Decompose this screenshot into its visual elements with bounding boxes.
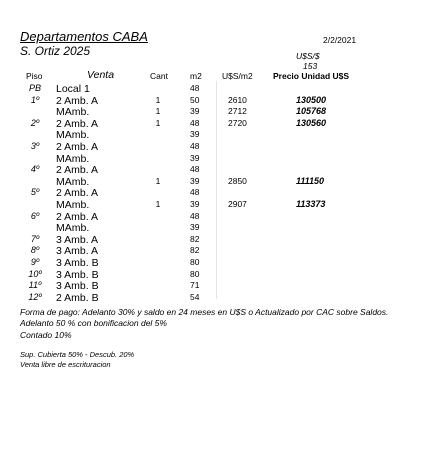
row-area: 82 bbox=[190, 245, 200, 256]
row-floor: 7º bbox=[30, 233, 40, 244]
row-unit: MAmb. bbox=[56, 106, 90, 119]
row-unit: 2 Amb. A bbox=[56, 164, 99, 177]
payment-terms-note: Forma de pago: Adelanto 30% y saldo en 24 meses en U$S o Actualizado por CAC sobre Saldos. bbox=[20, 307, 389, 317]
row-area: 48 bbox=[190, 141, 200, 151]
row-unit: 2 Amb. A bbox=[56, 117, 99, 130]
row-unit: 2 Amb. B bbox=[56, 291, 99, 304]
table-row bbox=[0, 269, 421, 281]
row-unit: MAmb. bbox=[56, 175, 90, 188]
advance-discount-note: Adelanto 50 % con bonificacion del 5% bbox=[20, 318, 167, 328]
row-price-per-m2: 2720 bbox=[228, 117, 247, 128]
row-quantity: 1 bbox=[155, 199, 161, 209]
row-floor: 9º bbox=[30, 257, 40, 267]
row-area: 50 bbox=[190, 94, 200, 105]
row-area: 80 bbox=[190, 268, 200, 279]
deed-note: Venta libre de escrituracion bbox=[20, 360, 111, 369]
column-header-venta: Venta bbox=[87, 69, 115, 81]
column-header-cant: Cant bbox=[150, 71, 168, 81]
row-area: 39 bbox=[190, 152, 200, 163]
row-area: 80 bbox=[190, 257, 200, 267]
row-unit-price: 113373 bbox=[296, 199, 326, 209]
row-unit: 2 Amb. A bbox=[56, 94, 99, 107]
row-floor: 8º bbox=[30, 245, 40, 256]
row-price-per-m2: 2610 bbox=[228, 94, 247, 105]
row-unit: 3 Amb. B bbox=[56, 257, 99, 269]
table-row bbox=[0, 222, 421, 234]
table-row bbox=[0, 106, 421, 118]
table-row bbox=[0, 141, 421, 153]
table-row bbox=[0, 257, 421, 269]
table-row bbox=[0, 176, 421, 188]
row-area: 39 bbox=[190, 106, 200, 117]
row-unit-price: 111150 bbox=[296, 175, 325, 186]
row-unit: MAmb. bbox=[56, 222, 90, 235]
table-row bbox=[0, 280, 421, 292]
cash-note: Contado 10% bbox=[20, 330, 72, 340]
column-header-precio: Precio Unidad U$S bbox=[273, 71, 350, 81]
row-area: 39 bbox=[190, 222, 200, 233]
row-area: 48 bbox=[190, 164, 200, 175]
row-unit: 3 Amb. A bbox=[56, 245, 99, 258]
row-area: 39 bbox=[190, 129, 200, 140]
row-floor: 3º bbox=[30, 141, 40, 151]
row-unit: 2 Amb. A bbox=[56, 187, 99, 200]
surface-note: Sup. Cubierta 50% - Descub. 20% bbox=[20, 350, 135, 359]
row-unit-price: 105768 bbox=[296, 106, 327, 117]
table-row bbox=[0, 118, 421, 130]
document-title: Departamentos CABA bbox=[20, 29, 148, 44]
row-unit: 2 Amb. A bbox=[56, 141, 99, 153]
row-unit-price: 130560 bbox=[296, 117, 327, 128]
table-row bbox=[0, 199, 421, 211]
row-quantity: 1 bbox=[155, 175, 161, 186]
row-unit: 3 Amb. A bbox=[56, 233, 99, 246]
row-area: 48 bbox=[190, 187, 200, 198]
row-quantity: 1 bbox=[155, 117, 161, 128]
table-row bbox=[0, 187, 421, 199]
table-row bbox=[0, 211, 421, 223]
table-row bbox=[0, 153, 421, 165]
table-row bbox=[0, 83, 421, 95]
row-area: 39 bbox=[190, 199, 200, 209]
row-floor: 11º bbox=[28, 280, 42, 291]
document-date: 2/2/2021 bbox=[323, 35, 357, 45]
row-area: 54 bbox=[190, 291, 200, 302]
row-floor: 6º bbox=[30, 210, 40, 221]
row-floor: 1º bbox=[30, 94, 40, 105]
row-floor: 5º bbox=[30, 187, 40, 198]
row-floor: 2º bbox=[30, 117, 40, 128]
table-row bbox=[0, 234, 421, 246]
row-floor: 10º bbox=[28, 268, 42, 279]
row-price-per-m2: 2907 bbox=[228, 199, 247, 209]
column-header-usd-m2: U$S/m2 bbox=[222, 71, 253, 81]
row-unit: MAmb. bbox=[56, 129, 90, 142]
row-floor: 12º bbox=[28, 291, 42, 302]
row-area: 48 bbox=[190, 83, 200, 93]
row-unit-price: 130500 bbox=[296, 94, 327, 105]
row-quantity: 1 bbox=[155, 94, 161, 105]
row-unit: 3 Amb. B bbox=[56, 280, 99, 293]
row-area: 71 bbox=[190, 280, 200, 291]
row-unit: MAmb. bbox=[56, 199, 90, 211]
table-row bbox=[0, 129, 421, 141]
row-price-per-m2: 2712 bbox=[228, 106, 247, 117]
table-row bbox=[0, 292, 421, 304]
row-area: 39 bbox=[190, 175, 200, 186]
row-area: 82 bbox=[190, 233, 200, 244]
row-quantity: 1 bbox=[155, 106, 161, 117]
row-area: 48 bbox=[190, 117, 200, 128]
row-unit: Local 1 bbox=[56, 83, 90, 95]
row-floor: PB bbox=[28, 83, 41, 93]
table-row bbox=[0, 245, 421, 257]
table-row bbox=[0, 164, 421, 176]
row-unit: 2 Amb. A bbox=[56, 210, 99, 223]
document-subtitle: S. Ortiz 2025 bbox=[20, 44, 91, 58]
row-area: 48 bbox=[190, 210, 200, 221]
row-price-per-m2: 2850 bbox=[228, 175, 247, 186]
column-header-piso: Piso bbox=[26, 71, 43, 81]
row-floor: 4º bbox=[30, 164, 40, 175]
exchange-rate-label: U$S/$ bbox=[296, 51, 320, 61]
exchange-rate-value: 153 bbox=[303, 61, 318, 71]
table-row bbox=[0, 95, 421, 107]
column-header-m2: m2 bbox=[190, 71, 202, 81]
row-unit: MAmb. bbox=[56, 152, 90, 165]
row-unit: 3 Amb. B bbox=[56, 268, 99, 281]
